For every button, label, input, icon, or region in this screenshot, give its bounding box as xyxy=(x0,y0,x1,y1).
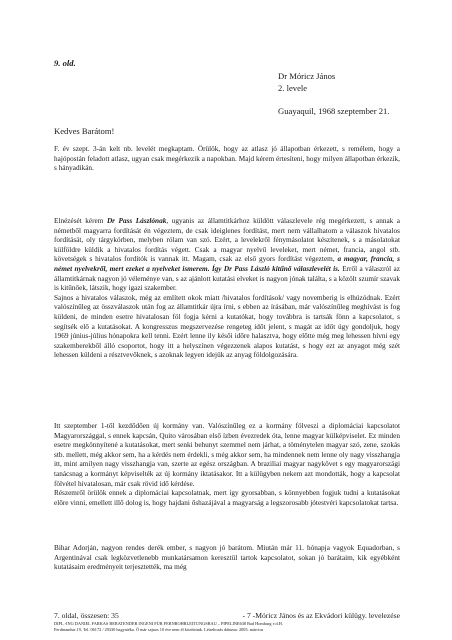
sender-block xyxy=(278,70,335,94)
greeting: Kedves Barátom! xyxy=(54,126,115,136)
footer-document-title: - 7 -Móricz János és az Ekvádori külügy. levelezése xyxy=(242,611,400,620)
paragraph-2-text-4: Sajnos a hivatalos válaszok, még az említett okok miatt /hivatalos fordítások/ vagy novemberig is elhúzódnak. Ezért valószínűleg az összválaszok után fog az államtitkár újra írni, s ebben az írásában, már valószínűleg meghívást is fog küldeni, de minden esetre hivatalosan föl fogja kérni a kutatókat, hogy továbbra is tartsák fönn a kapcsolatot, s segítsék elő a kutatásokat. A kongresszus megszervezése rengeteg időt jelent, s magát az időt úgy gondoljuk, hogy 1969 június-július hónapokra kell tenni. Ezért lenne ily késői időre halasztva, hogy előtte még meg lehessen hívni egy szakemberekből álló csoportot, hogy itt a helyszínen végezzenek alapos kutatást, s hogy ezt az anyagot még szét lehessen küldeni a résztvevőknek, s azoknak legyen idejük az anyag földolgozására. xyxy=(54,293,400,360)
footer-address-line: Ferdinandstr.19, Tel. 06172 / 29330 hagyatéka. Ó már sajnos 10 éve nem él közöttünk. Létrehozás dátuma: 2003. március xyxy=(54,626,264,632)
paragraph-2-name-emphasis: Dr Pass Lászlónak xyxy=(106,217,167,225)
paragraph-2-text-3: Erről a válaszról az államtitkárnak nagyon jó véleménye van, s az ajánlott kutatási elveket is nagyon jónak találta, s a közölt szumír szavak is kitűnőek, látszik, hogy igazi szakember. xyxy=(54,264,400,293)
letter-number: 2. levele xyxy=(278,83,308,93)
paragraph-4: Bihar Adorján, nagyon rendes derék ember, s nagyon jó barátom. Miután már 11. hónapja vagyok Equadorban, s Argentinával csak legközvetlenebb munkatársamon keresztül tartok kapcsolatot, sokan jó barátaim, kik egyébként kutatásaim eredményeit terjesztették, ma még xyxy=(54,544,400,572)
footer-imprint xyxy=(54,621,414,632)
footer-pagination xyxy=(54,611,400,620)
sender-name: Dr Móricz János xyxy=(278,71,336,81)
dateline: Guayaquil, 1968 szeptember 21. xyxy=(278,106,390,116)
paragraph-2-text-1: Elnézését kérem xyxy=(54,217,107,225)
page-label: 9. old. xyxy=(54,58,76,68)
paragraph-3: Itt szeptember 1-től kezdődően új kormány van. Valószínűleg ez a kormány fölveszi a diplomáciai kapcsolatot Magyarországgal, s ennek kapcsán, Quito városában első ízben évezredek óta, lenne magyar külképviselet. Ez minden esetre megkönnyítené a kutatásokat, mert senki behunyt szemmel nem járhat, a töménytelen magyar szó, zene, szokás stb. mellett, még akkor sem, ha a kérdés nem érdekli, s még akkor sem, ha mindennek nem lenne oly nagy visszhangja itt, mint amilyen nagy visszhangja van, szerte az egész országban. A braziliai magyar nagykövet s egy magyarországi tanácsnag a kormányt képviselték az új kormány iktatásakor. Itt a külügyben nekem azt mondották, hogy a kapcsolat fölvétel hivatalosan, már csak rövid idő kérdése. Részemről örülök ennek a diplomáciai kapcsolatnak, mert így gyorsabban, s könnyebben fogjuk tudni a kutatásokat előre vinni, emellett illő dolog is, hogy hajdani őshazájával a magyarság a legszorosabb jótestvéri kapcsolatokat tartsa. xyxy=(54,422,400,507)
paragraph-2-languages-emphasis: a magyar, francia, s német nyelvekről, mert ezeket a nyelveket ismerem. Így Dr Pass László kitűnő válaszlevelét is. xyxy=(54,255,400,273)
footer-page-count: 7. oldal, összesen: 35 xyxy=(54,611,119,620)
paragraph-2-text-2: , ugyanis az államtitkárhoz küldött válaszlevele rég megérkezett, s annak a németből magyarra fordítását én végeztem, de csak ideiglenes fordítást, mert nem vállalhatom a válaszok hivatalos fordítását, oly tárgykörben, melyben rólam van szó. Ezért, a levelekről fénymásolatot készítenek, s a másolatokat külföldre küldik a hivatalos fordítás végett. Csak a magyar nyelvű leveleket, mert német, francia, angol stb. követségek s hivatalos fordítók is vannak itt. Magam, csak az első gyors fordítást végeztem, xyxy=(54,217,401,264)
paragraph-1: F. év szept. 3-án kelt nb. levelét megkaptam. Örülök, hogy az atlasz jó állapotban érkezett, s remélem, hogy a hajópostán feladott atlasz, ugyan csak megérkezik a napokban. Majd kérem értesíteni, hogy milyen állapotban érkezik, s hányadikán. xyxy=(54,145,400,173)
footer-company-line: DIPL.-ING DANIEL FARKAS BERATENDER INGENI FÜR FERNROHRLEITUNGSBAU – PIPELINE638 Bad Homburg v.d.H. xyxy=(54,621,283,626)
paragraph-2 xyxy=(54,217,400,361)
